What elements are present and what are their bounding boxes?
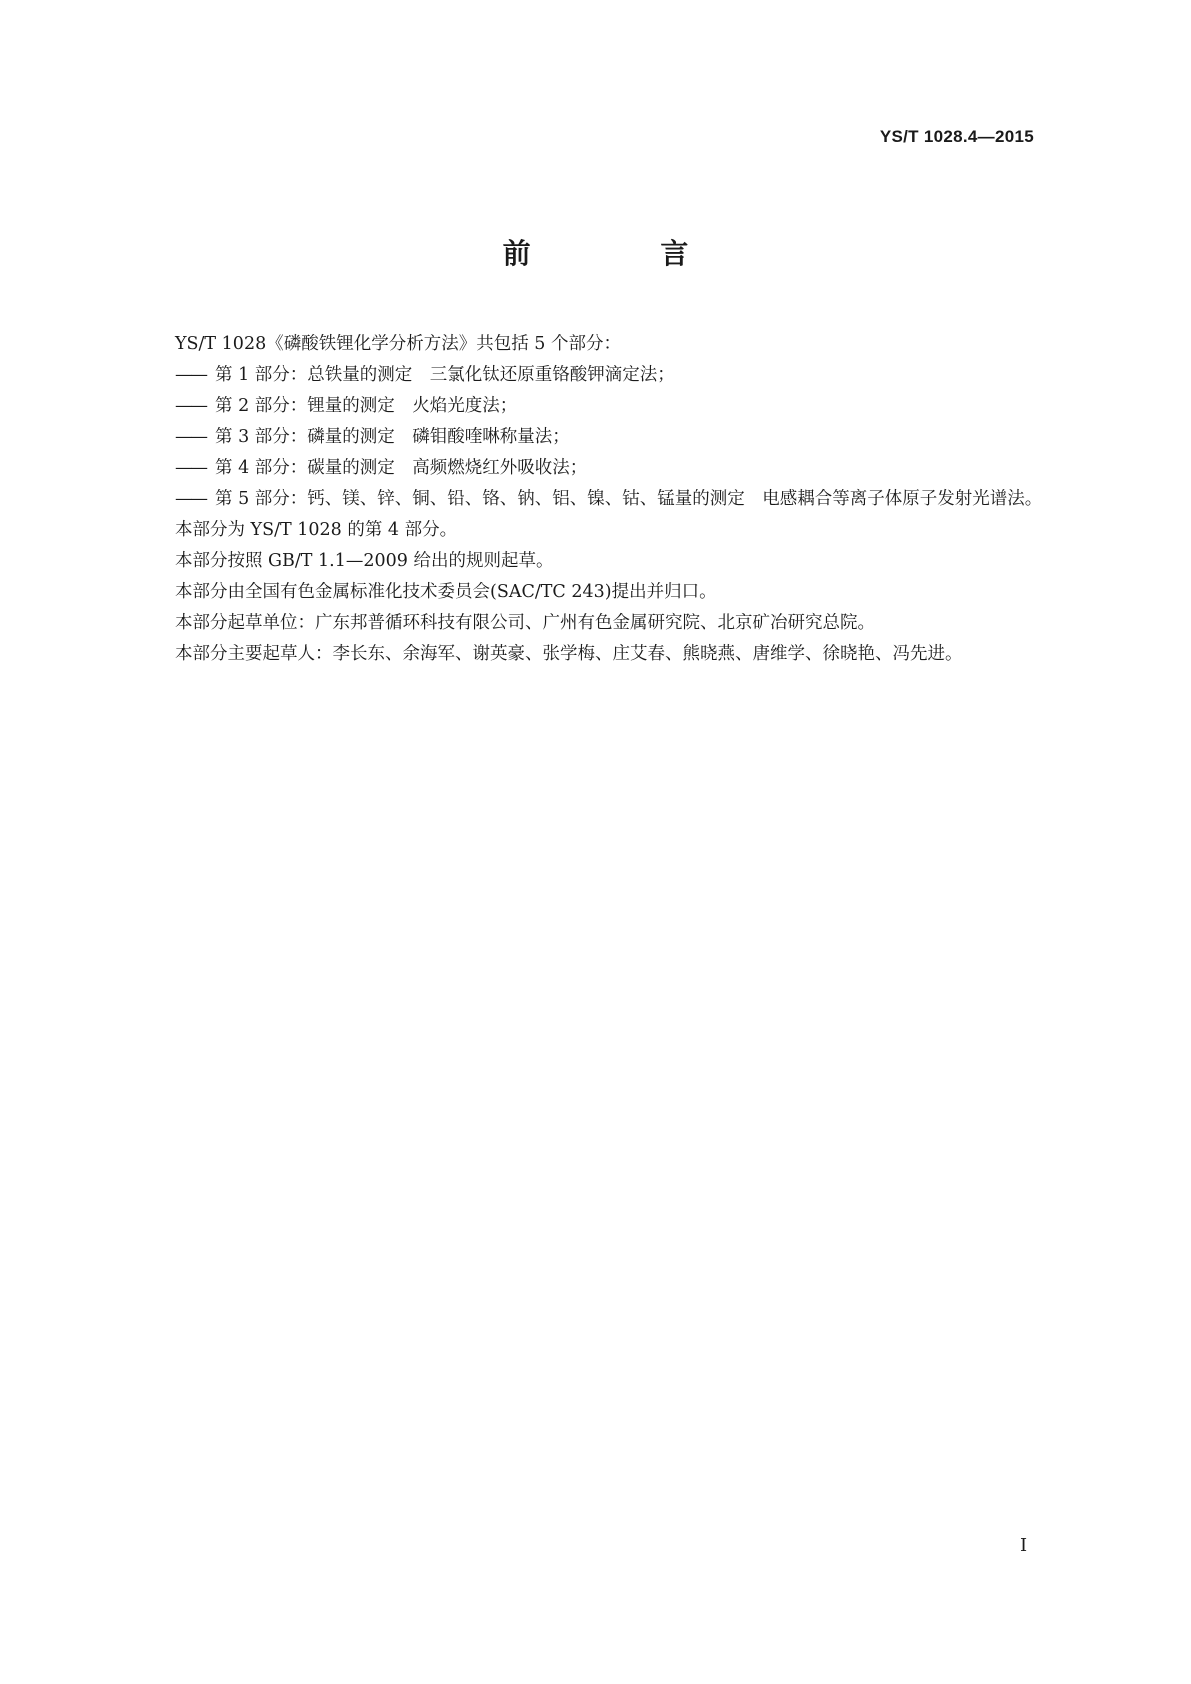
list-item-text: 第 5 部分：钙、镁、锌、铜、铅、铬、钠、铝、镍、钴、锰量的测定 电感耦合等离子体原子发射光谱法。 [215,489,1043,509]
list-item-text: 第 2 部分：锂量的测定 火焰光度法； [215,396,518,416]
list-dash: —— [175,458,206,478]
page-number: I [1020,1535,1028,1556]
foreword-body [175,329,1055,670]
list-item [175,391,1055,422]
drafters-paragraph: 本部分主要起草人：李长东、余海军、谢英豪、张学梅、庄艾春、熊晓燕、唐维学、徐晓艳、冯先进。 [175,644,963,664]
list-dash: —— [175,489,206,509]
list-item [175,453,1055,484]
drafting-rule-paragraph: 本部分按照 GB/T 1.1—2009 给出的规则起草。 [175,551,554,571]
list-item [175,422,1055,453]
intro-paragraph: YS/T 1028《磷酸铁锂化学分析方法》共包括 5 个部分： [175,334,621,354]
proposed-by-paragraph: 本部分由全国有色金属标准化技术委员会(SAC/TC 243)提出并归口。 [175,582,717,602]
drafting-units-paragraph: 本部分起草单位：广东邦普循环科技有限公司、广州有色金属研究院、北京矿冶研究总院。 [175,613,875,633]
list-item [175,484,1055,515]
this-part-paragraph: 本部分为 YS/T 1028 的第 4 部分。 [175,520,458,540]
standard-code: YS/T 1028.4—2015 [879,127,1034,146]
list-dash: —— [175,365,206,385]
list-dash: —— [175,427,206,447]
list-item-text: 第 3 部分：磷量的测定 磷钼酸喹啉称量法； [215,427,570,447]
list-item-text: 第 4 部分：碳量的测定 高频燃烧红外吸收法； [215,458,588,478]
list-dash: —— [175,396,206,416]
page-title: 前 言 [502,237,749,270]
list-item [175,360,1055,391]
list-item-text: 第 1 部分：总铁量的测定 三氯化钛还原重铬酸钾滴定法； [215,365,675,385]
